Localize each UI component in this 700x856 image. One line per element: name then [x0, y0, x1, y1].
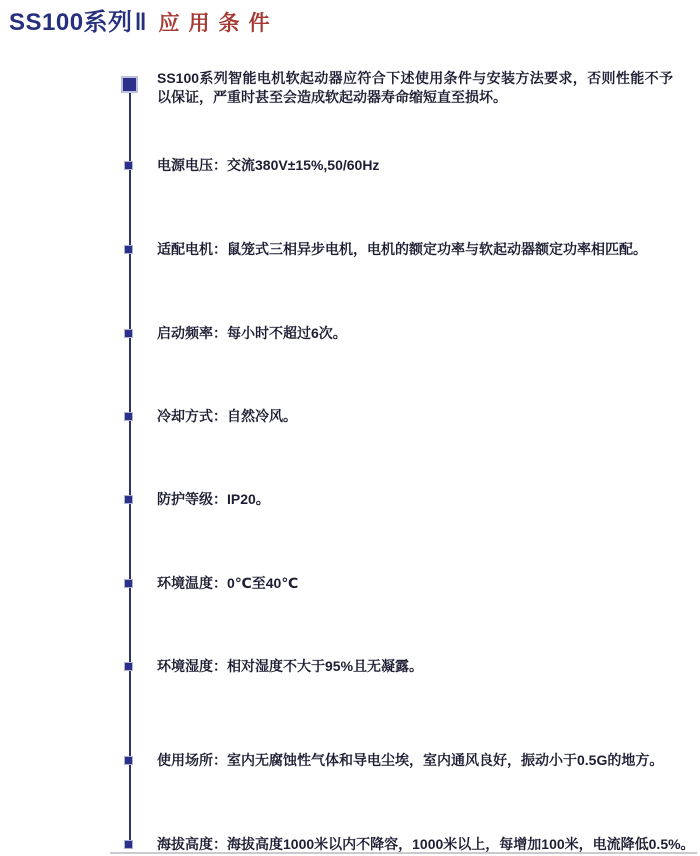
title-section: 应用条件	[158, 11, 279, 35]
condition-row	[124, 241, 647, 258]
condition-text	[157, 408, 297, 425]
condition-value: 鼠笼式三相异步电机，电机的额定功率与软起动器额定功率相匹配。	[227, 241, 647, 257]
bullet-square-icon	[124, 662, 133, 671]
condition-label: 防护等级	[157, 491, 213, 507]
intro-paragraph: SS100系列智能电机软起动器应符合下述使用条件与安装方法要求，否则性能不予以保证，严重时甚至会造成软起动器寿命缩短直至损坏。	[157, 70, 673, 105]
condition-text	[157, 325, 347, 342]
condition-row	[124, 325, 347, 342]
condition-colon: ：	[213, 491, 227, 507]
intro-square-marker-icon	[121, 76, 138, 93]
condition-row	[124, 752, 663, 769]
bullet-square-icon	[124, 756, 133, 765]
condition-colon: ：	[213, 836, 227, 852]
condition-label: 电源电压	[157, 157, 213, 173]
condition-colon: ：	[213, 658, 227, 674]
condition-value: 室内无腐蚀性气体和导电尘埃，室内通风良好，振动小于0.5G的地方。	[227, 752, 664, 768]
condition-colon: ：	[213, 241, 227, 257]
condition-row	[124, 658, 423, 675]
bottom-divider	[110, 852, 697, 854]
page-title	[9, 2, 279, 37]
condition-row	[124, 157, 379, 174]
condition-value: IP20。	[227, 491, 270, 507]
condition-value: 相对湿度不大于95%且无凝露。	[227, 658, 424, 674]
bullet-square-icon	[124, 161, 133, 170]
bullet-square-icon	[124, 329, 133, 338]
condition-label: 环境温度	[157, 575, 213, 591]
condition-label: 冷却方式	[157, 408, 213, 424]
condition-text	[157, 752, 663, 769]
bullet-square-icon	[124, 495, 133, 504]
condition-colon: ：	[213, 325, 227, 341]
condition-text	[157, 241, 647, 258]
condition-row	[124, 408, 297, 425]
condition-row	[124, 836, 695, 853]
condition-value: 0℃至40℃	[227, 575, 299, 591]
condition-value: 每小时不超过6次。	[227, 325, 347, 341]
condition-text	[157, 491, 270, 508]
condition-value: 自然冷风。	[227, 408, 297, 424]
bullet-square-icon	[124, 840, 133, 849]
condition-text	[157, 658, 423, 675]
title-series: SS100系列	[9, 9, 133, 36]
condition-text	[157, 575, 298, 592]
bullet-square-icon	[124, 579, 133, 588]
condition-label: 适配电机	[157, 241, 213, 257]
condition-colon: ：	[213, 408, 227, 424]
condition-colon: ：	[213, 752, 227, 768]
condition-value: 交流380V±15%,50/60Hz	[227, 157, 380, 173]
condition-text	[157, 157, 379, 174]
condition-label: 启动频率	[157, 325, 213, 341]
condition-label: 环境湿度	[157, 658, 213, 674]
bullet-square-icon	[124, 412, 133, 421]
condition-label: 海拔高度	[157, 836, 213, 852]
condition-row	[124, 491, 270, 508]
bullet-square-icon	[124, 245, 133, 254]
condition-colon: ：	[213, 575, 227, 591]
condition-value: 海拔高度1000米以内不降容，1000米以上，每增加100米，电流降低0.5%。	[227, 836, 695, 852]
condition-row	[124, 575, 298, 592]
condition-label: 使用场所	[157, 752, 213, 768]
condition-colon: ：	[213, 157, 227, 173]
title-divider-bars: ‖	[134, 9, 147, 36]
condition-text	[157, 836, 695, 853]
timeline-line	[129, 90, 131, 845]
